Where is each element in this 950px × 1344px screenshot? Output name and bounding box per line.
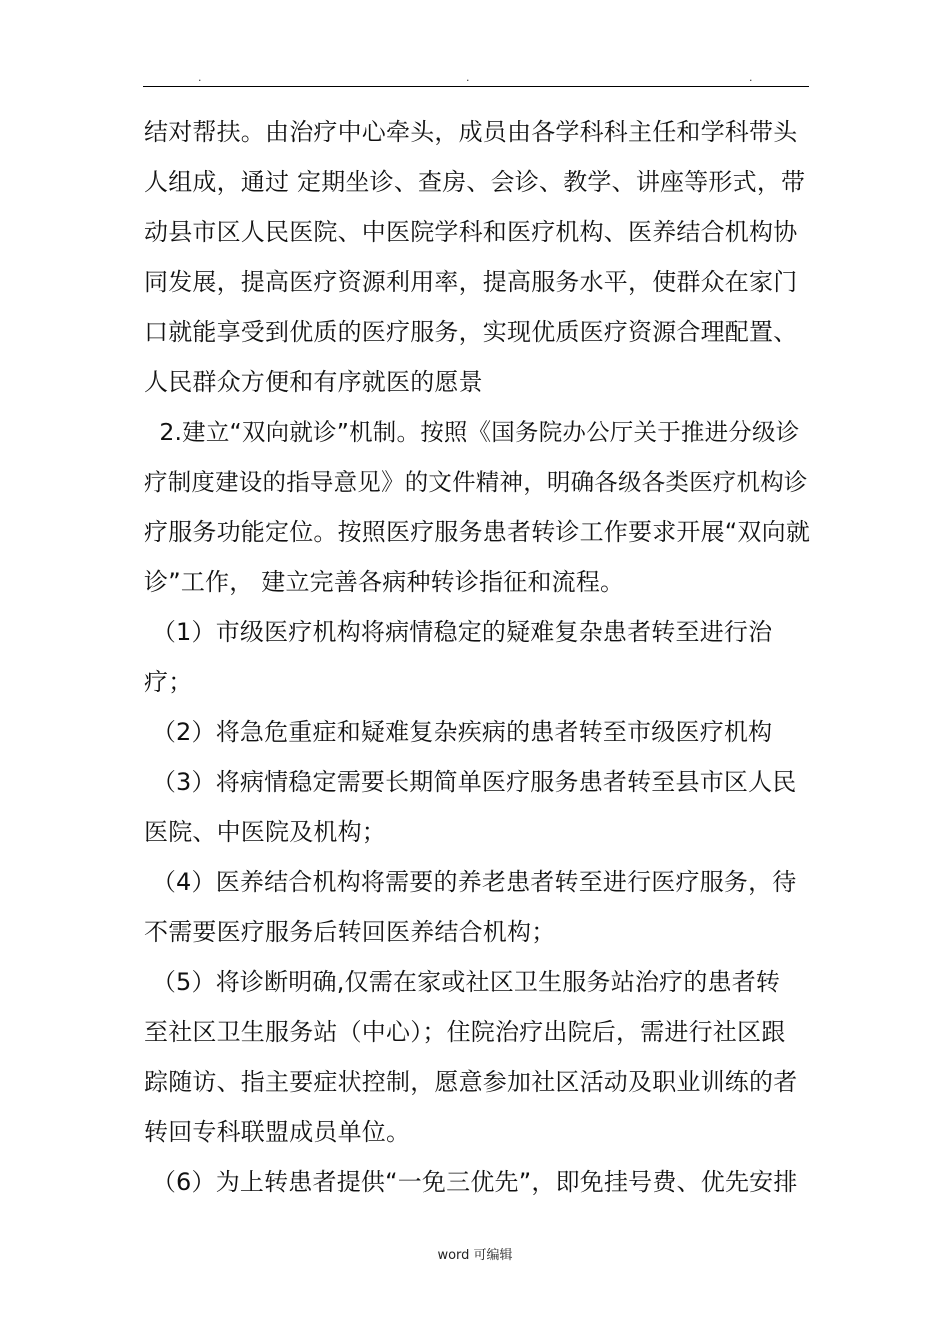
header-dot-center: . xyxy=(466,71,470,84)
text-line: 疗制度建设的指导意见》的文件精神，明确各级各类医疗机构诊 xyxy=(144,468,808,496)
text-line: 2.建立“双向就诊”机制。按照《国务院办公厅关于推进分级诊 xyxy=(144,418,800,446)
header-rule xyxy=(143,86,809,87)
text-line: 同发展，提高医疗资源利用率，提高服务水平，使群众在家门 xyxy=(144,268,798,296)
text-line: 动县市区人民医院、中医院学科和医疗机构、医养结合机构协 xyxy=(144,218,798,246)
footer-label: word 可编辑 xyxy=(437,1248,513,1263)
text-line: 疗服务功能定位。按照医疗服务患者转诊工作要求开展“双向就 xyxy=(144,518,811,546)
text-line: 不需要医疗服务后转回医养结合机构； xyxy=(144,918,556,946)
text-line: 人组成，通过 定期坐诊、查房、会诊、教学、讲座等形式，带 xyxy=(144,168,806,196)
text-line: （4）医养结合机构将需要的养老患者转至进行医疗服务，待 xyxy=(144,868,797,896)
text-line: 踪随访、指主要症状控制，愿意参加社区活动及职业训练的者 xyxy=(144,1068,798,1096)
header-dot-right: . xyxy=(749,71,753,84)
text-line: 口就能享受到优质的医疗服务，实现优质医疗资源合理配置、 xyxy=(144,318,798,346)
text-line: （3）将病情稳定需要长期简单医疗服务患者转至县市区人民 xyxy=(144,768,797,796)
text-line: 至社区卫生服务站（中心）；住院治疗出院后，需进行社区跟 xyxy=(144,1018,786,1046)
text-line: 转回专科联盟成员单位。 xyxy=(144,1118,411,1146)
text-line: 结对帮扶。由治疗中心牵头，成员由各学科科主任和学科带头 xyxy=(144,118,798,146)
text-line: 医院、中医院及机构； xyxy=(144,818,386,846)
text-line: 疗； xyxy=(144,668,193,696)
body-text xyxy=(144,107,812,1207)
text-line: 诊”工作， 建立完善各病种转诊指征和流程。 xyxy=(144,568,625,596)
header-dot-left: . xyxy=(198,71,202,84)
text-line: （1）市级医疗机构将病情稳定的疑难复杂患者转至进行治 xyxy=(144,618,773,646)
text-line: （6）为上转患者提供“一免三优先”，即免挂号费、优先安排 xyxy=(144,1168,798,1196)
text-line: （2）将急危重症和疑难复杂疾病的患者转至市级医疗机构 xyxy=(144,718,773,746)
text-line: 人民群众方便和有序就医的愿景 xyxy=(144,368,483,396)
text-line: （5）将诊断明确,仅需在家或社区卫生服务站治疗的患者转 xyxy=(144,968,781,996)
